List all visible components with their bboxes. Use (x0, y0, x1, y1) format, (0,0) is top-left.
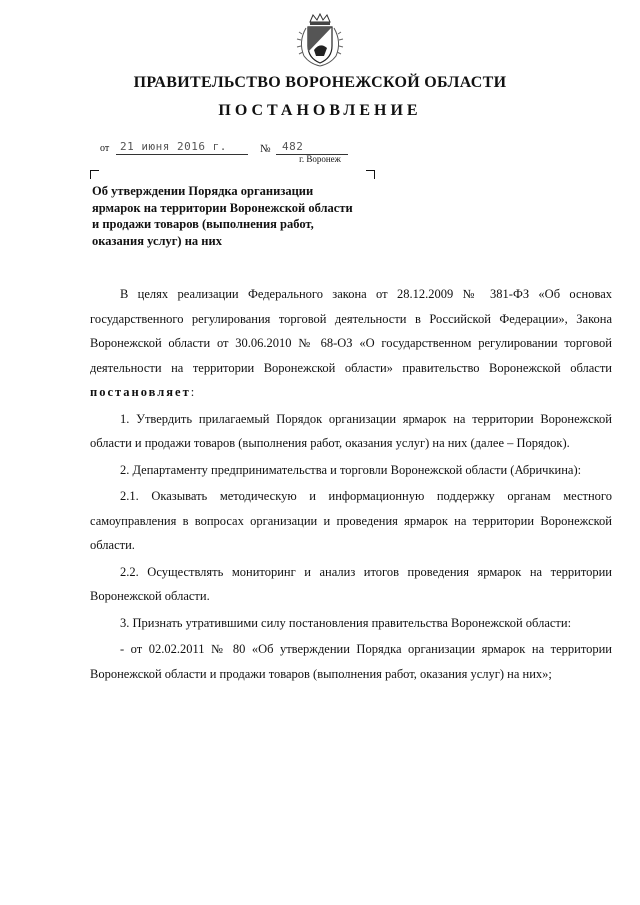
voronezh-coat-of-arms-icon (294, 12, 346, 68)
clause-1: 1. Утвердить прилагаемый Порядок организации ярмарок на территории Воронежской области и продажи товаров (выполнения работ, оказания услуг) на них (далее – Порядок). (90, 411, 612, 450)
resolves-word: постановляет (90, 385, 191, 399)
document-subject: Об утверждении Порядка организации ярмарок на территории Воронежской области и продажи товаров (выполнения работ, оказания услуг) на них (92, 184, 353, 248)
document-body (90, 282, 612, 686)
clause-2: 2. Департаменту предпринимательства и торговли Воронежской области (Абричкина): (120, 462, 582, 477)
number-prefix: № (260, 143, 271, 155)
preamble-paragraph (90, 282, 612, 405)
date-value: 21 июня 2016 г. (120, 140, 227, 153)
preamble-text: В целях реализации Федерального закона от 28.12.2009 № 381-ФЗ «Об основах государственного регулирования торговой деятельности в Российской Федерации», Закона Воронежской области от 30.06.2010 № 68-ОЗ «О государственном регулировании торговой деятельности на территории Воронежской области» правительство Воронежской области (90, 287, 612, 375)
preamble-colon: : (190, 385, 195, 399)
government-title: ПРАВИТЕЛЬСТВО ВОРОНЕЖСКОЙ ОБЛАСТИ (133, 74, 507, 91)
subject-corner-right (366, 170, 375, 179)
date-prefix: от (100, 143, 110, 154)
number-value: 482 (282, 140, 304, 153)
clause-2-1: 2.1. Оказывать методическую и информационную поддержку органам местного самоуправления в вопросах организации и проведения ярмарок на территории Воронежской области. (90, 489, 612, 552)
clause-2-2: 2.2. Осуществлять мониторинг и анализ итогов проведения ярмарок на территории Воронежской области. (90, 564, 612, 603)
document-type: ПОСТАНОВЛЕНИЕ (218, 102, 422, 119)
subject-corner-left (90, 170, 99, 179)
city-label: г. Воронеж (299, 154, 341, 164)
clause-3-item-a: - от 02.02.2011 № 80 «Об утверждении Порядка организации ярмарок на территории Воронежской области и продажи товаров (выполнения работ, оказания услуг) на них»; (90, 642, 612, 681)
clause-3: 3. Признать утратившими силу постановления правительства Воронежской области: (120, 615, 572, 630)
